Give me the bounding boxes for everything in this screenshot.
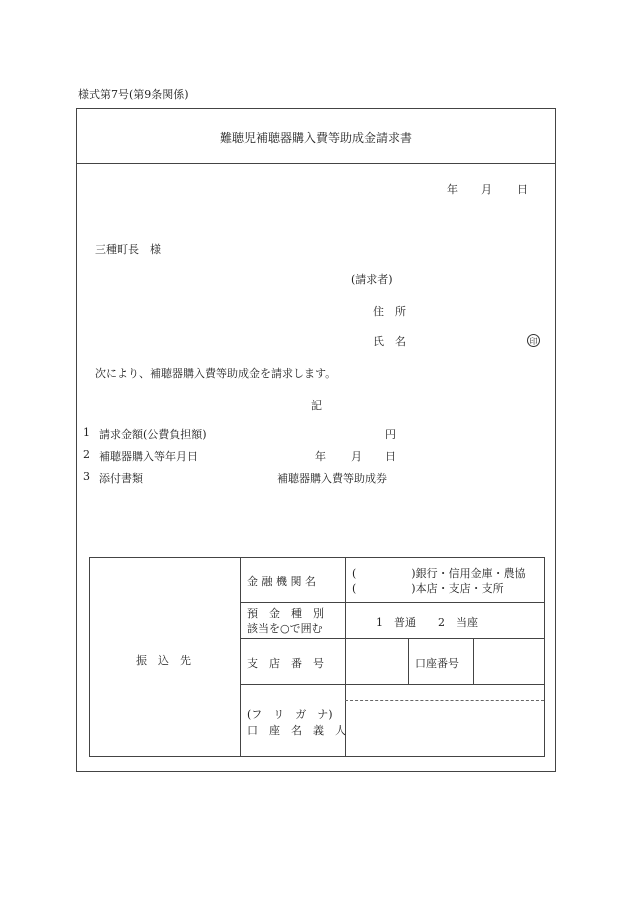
ki-heading: 記 bbox=[311, 399, 322, 412]
request-text: 次により、補聴器購入費等助成金を請求します。 bbox=[95, 367, 337, 380]
item-3-value: 補聴器購入費等助成券 bbox=[277, 472, 387, 485]
table-divider bbox=[240, 602, 544, 603]
institution-label: 金 融 機 関 名 bbox=[247, 575, 316, 588]
date-year: 年 bbox=[447, 183, 458, 196]
item-1-number: 1 bbox=[83, 426, 90, 439]
table-divider bbox=[473, 638, 474, 684]
deposit-type-hint: 該当を○で囲む bbox=[247, 622, 323, 635]
item-2-label: 補聴器購入等年月日 bbox=[99, 450, 198, 463]
form-number-label: 様式第7号(第9条関係) bbox=[78, 88, 189, 101]
deposit-type-label: 預 金 種 別 bbox=[247, 607, 324, 620]
item-2-number: 2 bbox=[83, 448, 90, 461]
item-2-day: 日 bbox=[385, 450, 396, 463]
furigana-dashed-line bbox=[345, 700, 544, 701]
address-label: 住 所 bbox=[373, 305, 406, 318]
item-1-label: 請求金額(公費負担額) bbox=[99, 428, 207, 441]
institution-line-1: ( )銀行・信用金庫・農協 bbox=[352, 567, 526, 580]
furigana-label: (フ リ ガ ナ) bbox=[247, 708, 333, 721]
deposit-type-options: 1 普通 2 当座 bbox=[376, 616, 478, 629]
institution-line-2: ( )本店・支店・支所 bbox=[352, 582, 504, 595]
claimant-heading: (請求者) bbox=[351, 273, 393, 286]
item-3-label: 添付書類 bbox=[99, 472, 143, 485]
item-2-year: 年 bbox=[315, 450, 326, 463]
item-3-number: 3 bbox=[83, 470, 90, 483]
date-month: 月 bbox=[481, 183, 492, 196]
branch-number-label: 支 店 番 号 bbox=[247, 657, 324, 670]
seal-mark: 印 bbox=[527, 334, 540, 347]
bank-transfer-table bbox=[89, 557, 545, 757]
name-label: 氏 名 bbox=[373, 335, 406, 348]
transfer-to-label: 振 込 先 bbox=[136, 654, 191, 667]
table-divider bbox=[240, 684, 544, 685]
item-2-month: 月 bbox=[351, 450, 362, 463]
form-title: 難聴児補聴器購入費等助成金請求書 bbox=[219, 131, 412, 145]
title-row bbox=[77, 109, 555, 164]
addressee: 三種町長 様 bbox=[95, 243, 161, 256]
table-divider bbox=[408, 638, 409, 684]
account-number-label: 口座番号 bbox=[415, 657, 459, 670]
table-divider bbox=[240, 638, 544, 639]
request-form bbox=[76, 108, 556, 772]
table-divider bbox=[240, 558, 241, 756]
item-1-value: 円 bbox=[385, 428, 396, 441]
date-day: 日 bbox=[517, 183, 528, 196]
account-holder-label: 口 座 名 義 人 bbox=[247, 724, 346, 737]
